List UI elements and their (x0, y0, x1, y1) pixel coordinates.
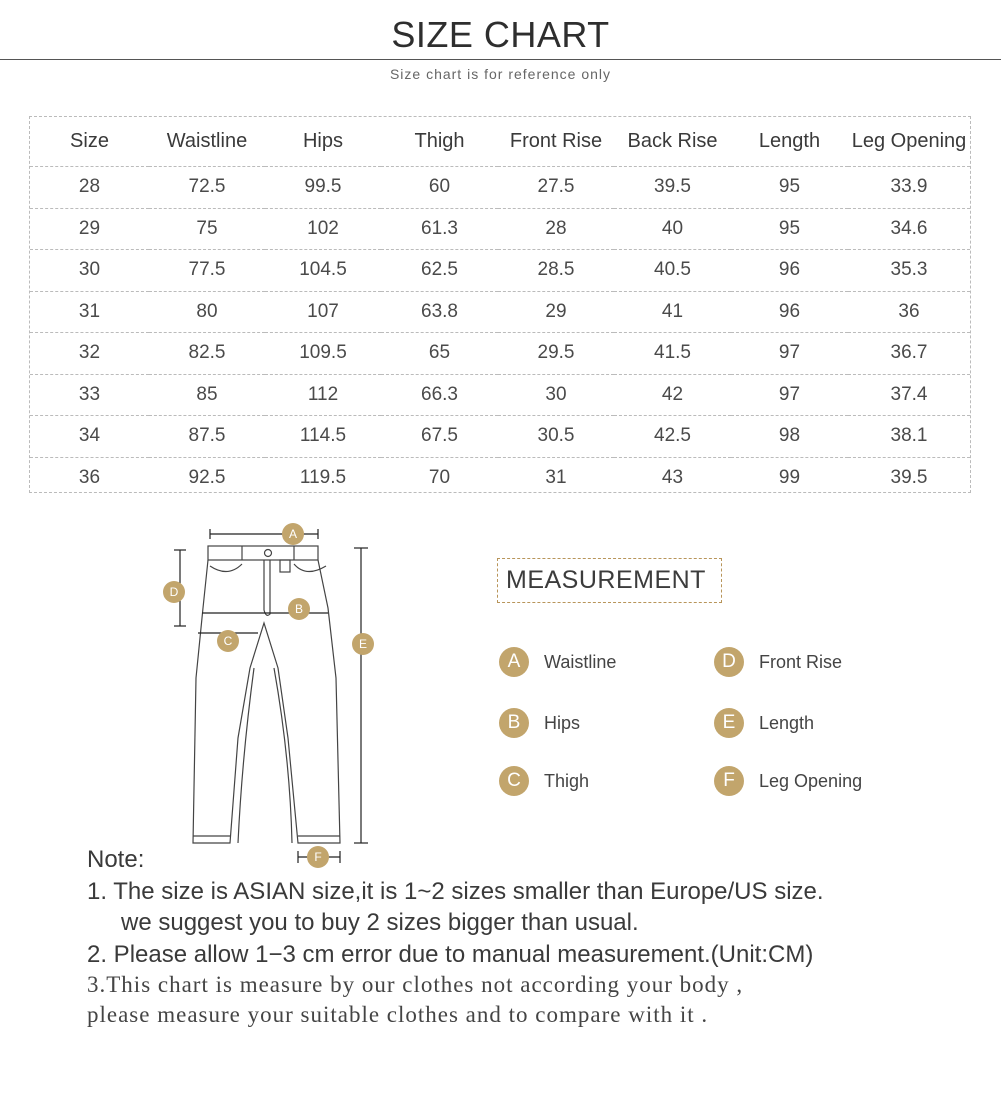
table-cell: 29 (498, 291, 614, 333)
table-body (30, 167, 970, 499)
table-cell: 32 (30, 333, 149, 375)
pants-outline (158, 518, 378, 873)
table-cell: 29 (30, 208, 149, 250)
table-cell: 28 (498, 208, 614, 250)
table-row (30, 457, 970, 498)
table-cell: 31 (545, 466, 567, 488)
legend-label: Waistline (544, 652, 617, 672)
table-cell: 92.5 (188, 466, 226, 488)
column-header: Leg Opening (848, 117, 970, 167)
column-header: Length (731, 117, 848, 167)
note-line-2: 2. Please allow 1−3 cm error due to manual measurement.(Unit:CM) (87, 941, 814, 968)
table-cell: 70 (428, 466, 451, 488)
table-cell: 119.5 (299, 466, 347, 488)
column-header: Thigh (381, 117, 498, 167)
size-table-container (29, 116, 971, 493)
column-header: Front Rise (498, 117, 614, 167)
note-line-1b: we suggest you to buy 2 sizes bigger than usual. (121, 909, 639, 936)
marker-f: F (307, 846, 329, 868)
table-cell: 65 (381, 333, 498, 375)
table-cell: 38.1 (848, 416, 970, 458)
table-cell: 97 (731, 333, 848, 375)
table-cell: 114.5 (265, 416, 381, 458)
table-cell: 36.7 (848, 333, 970, 375)
table-cell: 36 (78, 466, 101, 488)
table-row (30, 374, 970, 416)
marker-e: E (352, 633, 374, 655)
table-cell: 28 (30, 167, 149, 209)
table-cell: 98 (731, 416, 848, 458)
table-cell: 87.5 (149, 416, 265, 458)
table-cell: 96 (731, 250, 848, 292)
table-cell: 75 (149, 208, 265, 250)
table-cell: 112 (265, 374, 381, 416)
table-cell: 77.5 (149, 250, 265, 292)
table-cell: 41.5 (614, 333, 731, 375)
table-cell: 39.5 (890, 466, 928, 488)
table-row (30, 416, 970, 458)
table-row (30, 333, 970, 375)
table-cell: 66.3 (381, 374, 498, 416)
table-cell: 34.6 (848, 208, 970, 250)
size-table (30, 117, 970, 498)
table-cell: 99 (778, 466, 801, 488)
table-cell: 99.5 (265, 167, 381, 209)
table-cell: 30.5 (498, 416, 614, 458)
legend-label: Length (759, 713, 815, 733)
table-cell: 40 (614, 208, 731, 250)
table-cell: 82.5 (149, 333, 265, 375)
legend-letter: C (499, 766, 529, 796)
legend-letter: E (714, 708, 744, 738)
column-header: Waistline (149, 117, 265, 167)
table-cell: 33 (30, 374, 149, 416)
table-row (30, 167, 970, 209)
marker-d: D (163, 581, 185, 603)
legend-label: Hips (544, 713, 581, 733)
legend-letter: D (714, 647, 744, 677)
legend-label: Thigh (544, 771, 590, 791)
table-cell: 60 (381, 167, 498, 209)
table-cell: 62.5 (381, 250, 498, 292)
table-cell: 67.5 (381, 416, 498, 458)
table-cell: 35.3 (848, 250, 970, 292)
legend-letter: B (499, 708, 529, 738)
legend-label: Front Rise (759, 652, 843, 672)
note-heading: Note: (87, 846, 145, 873)
table-cell: 72.5 (149, 167, 265, 209)
table-cell: 41 (614, 291, 731, 333)
marker-a: A (282, 523, 304, 545)
table-cell: 95 (731, 167, 848, 209)
page-title: SIZE CHART (391, 14, 610, 55)
table-cell: 33.9 (848, 167, 970, 209)
table-cell: 36 (848, 291, 970, 333)
marker-b: B (288, 598, 310, 620)
table-cell: 27.5 (498, 167, 614, 209)
table-cell: 80 (149, 291, 265, 333)
table-cell: 95 (731, 208, 848, 250)
title-divider (0, 59, 1001, 60)
table-cell: 37.4 (848, 374, 970, 416)
table-cell: 102 (265, 208, 381, 250)
table-cell: 40.5 (614, 250, 731, 292)
table-cell: 39.5 (614, 167, 731, 209)
table-cell: 61.3 (381, 208, 498, 250)
measurement-title: MEASUREMENT (497, 558, 722, 603)
marker-c: C (217, 630, 239, 652)
table-header-row (30, 117, 970, 167)
table-cell: 107 (265, 291, 381, 333)
table-cell: 34 (30, 416, 149, 458)
table-cell: 28.5 (498, 250, 614, 292)
page-subtitle: Size chart is for reference only (389, 66, 612, 82)
table-row (30, 291, 970, 333)
note-line-3: 3.This chart is measure by our clothes not according your body , (87, 972, 744, 997)
legend-letter: A (499, 647, 529, 677)
table-cell: 104.5 (265, 250, 381, 292)
table-cell: 109.5 (265, 333, 381, 375)
legend-label: Leg Opening (759, 771, 863, 791)
table-cell: 31 (30, 291, 149, 333)
legend-letter: F (714, 766, 744, 796)
table-cell: 30 (30, 250, 149, 292)
table-cell: 42.5 (614, 416, 731, 458)
table-cell: 63.8 (381, 291, 498, 333)
table-cell: 96 (731, 291, 848, 333)
table-row (30, 208, 970, 250)
table-cell: 30 (498, 374, 614, 416)
table-cell: 85 (149, 374, 265, 416)
table-cell: 43 (661, 466, 684, 488)
note-line-1: 1. The size is ASIAN size,it is 1~2 sizes smaller than Europe/US size. (87, 878, 824, 905)
column-header: Size (30, 117, 149, 167)
table-cell: 97 (731, 374, 848, 416)
table-cell: 42 (614, 374, 731, 416)
table-cell: 29.5 (498, 333, 614, 375)
pants-diagram (158, 518, 378, 873)
column-header: Back Rise (614, 117, 731, 167)
table-row (30, 250, 970, 292)
note-line-3b: please measure your suitable clothes and to compare with it . (87, 1002, 709, 1027)
column-header: Hips (265, 117, 381, 167)
